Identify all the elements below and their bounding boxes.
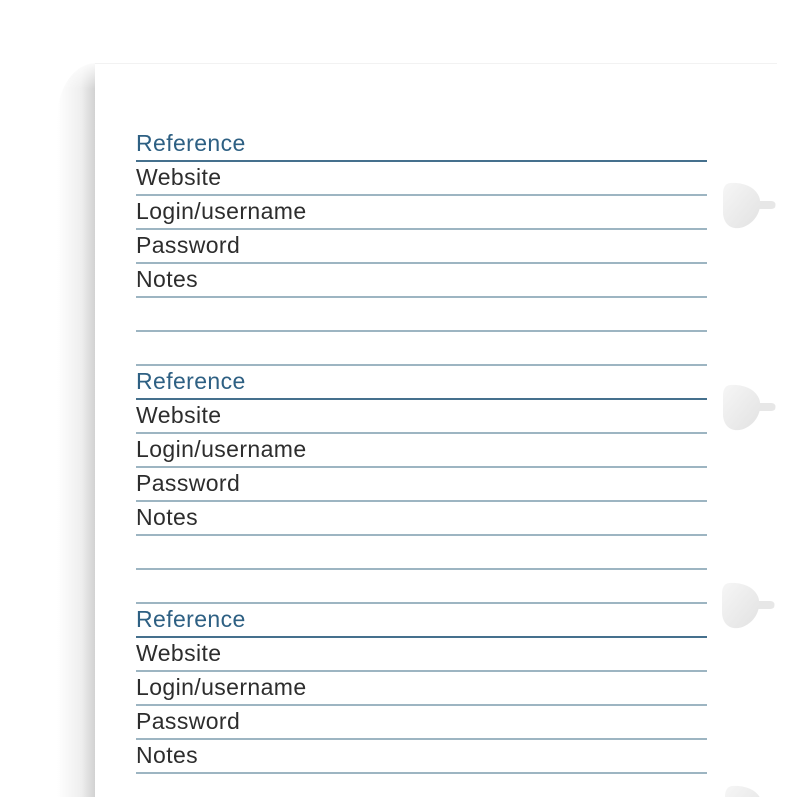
entry-header-label: Reference xyxy=(136,606,246,632)
reference-entry-block xyxy=(136,604,707,774)
field-label: Login/username xyxy=(136,198,307,224)
entry-header-row xyxy=(136,604,707,638)
field-row-login-username xyxy=(136,196,707,230)
field-row-notes xyxy=(136,740,707,774)
ruled-form-content xyxy=(136,128,707,774)
press-stud-clip-icon xyxy=(719,182,777,230)
field-row-password xyxy=(136,706,707,740)
field-row-password xyxy=(136,230,707,264)
field-row-login-username xyxy=(136,672,707,706)
field-label: Notes xyxy=(136,266,199,292)
field-row-notes xyxy=(136,502,707,536)
field-row-password xyxy=(136,468,707,502)
page-edge-shadow xyxy=(57,63,96,797)
blank-writing-line xyxy=(136,570,707,604)
blank-writing-line xyxy=(136,536,707,570)
entry-header-label: Reference xyxy=(136,368,246,394)
entry-header-label: Reference xyxy=(136,130,246,156)
entry-header-row xyxy=(136,366,707,400)
field-label: Login/username xyxy=(136,674,307,700)
field-label: Website xyxy=(136,164,222,190)
field-label: Login/username xyxy=(136,436,307,462)
blank-writing-line xyxy=(136,298,707,332)
reference-entry-block xyxy=(136,128,707,366)
field-label: Password xyxy=(136,708,241,734)
press-stud-clip-icon xyxy=(718,582,776,630)
reference-entry-block xyxy=(136,366,707,604)
planner-refill-page xyxy=(95,63,777,797)
field-row-notes xyxy=(136,264,707,298)
field-row-website xyxy=(136,162,707,196)
field-row-login-username xyxy=(136,434,707,468)
field-label: Notes xyxy=(136,504,199,530)
field-row-website xyxy=(136,638,707,672)
press-stud-clip-icon xyxy=(721,785,779,797)
field-label: Website xyxy=(136,640,222,666)
entry-header-row xyxy=(136,128,707,162)
field-label: Password xyxy=(136,470,241,496)
blank-writing-line xyxy=(136,332,707,366)
field-row-website xyxy=(136,400,707,434)
field-label: Notes xyxy=(136,742,199,768)
press-stud-clip-icon xyxy=(719,384,777,432)
field-label: Website xyxy=(136,402,222,428)
field-label: Password xyxy=(136,232,241,258)
